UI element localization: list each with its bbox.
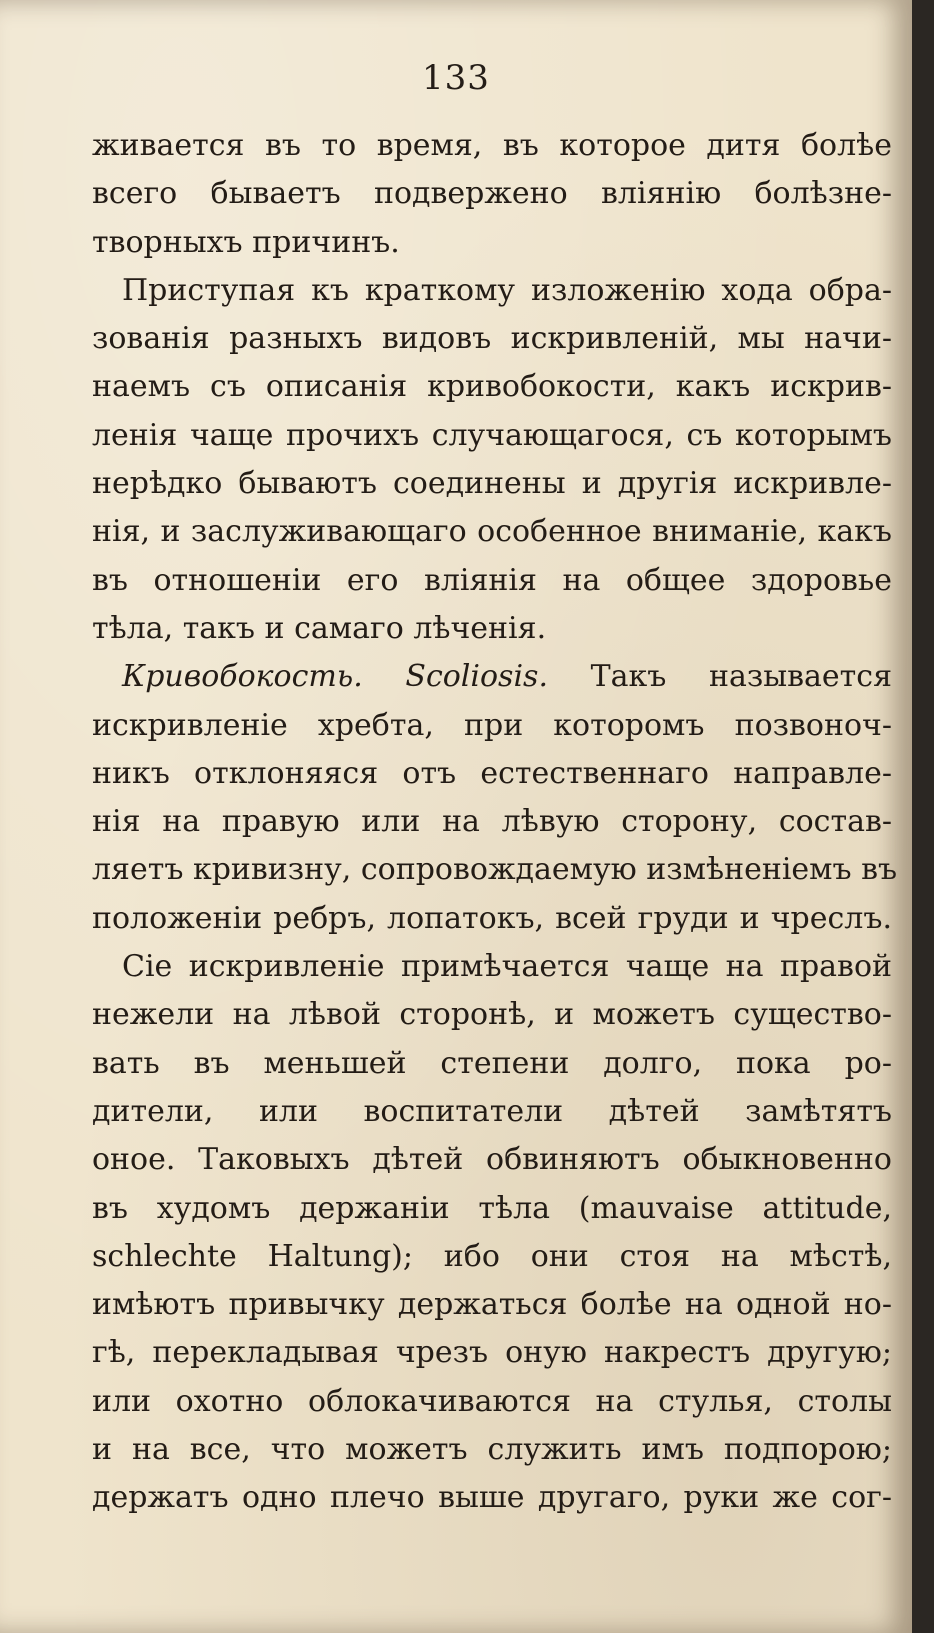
body-text xyxy=(92,122,898,1523)
italic-heading: Кривобокость. Scoliosis. xyxy=(122,659,548,695)
text-line: всего бываетъ подвержено влiянiю болѣзне- xyxy=(92,176,892,212)
text-line: въ отношенiи его влiянiя на общее здоровье xyxy=(92,562,892,598)
text-line: нiя на правую или на лѣвую сторону, состав- xyxy=(92,804,892,840)
text-line: никъ отклоняяся отъ естественнаго направле- xyxy=(92,755,892,791)
text-line: дители, или воспитатели дѣтей замѣтятъ xyxy=(92,1093,892,1129)
text-line: гѣ, перекладывая чрезъ оную накрестъ другую; xyxy=(92,1335,892,1371)
text-line: держатъ одно плечо выше другаго, руки же сог- xyxy=(92,1480,892,1516)
text-line: искривленiе хребта, при которомъ позвоноч- xyxy=(92,707,892,743)
page-number: 133 xyxy=(422,58,490,98)
text-line: ляетъ кривизну, сопровождаемую измѣненiемъ въ xyxy=(92,852,898,888)
text-line: или охотно облокачиваются на стулья, столы xyxy=(92,1383,892,1419)
text-line: Сiе искривленiе примѣчается чаще на правой xyxy=(122,949,892,985)
text-line: наемъ съ описанiя кривобокости, какъ искрив- xyxy=(92,369,892,405)
text-line: и на все, что можетъ служить имъ подпорою; xyxy=(92,1432,892,1468)
text-line-rest: Такъ называется xyxy=(547,659,893,695)
text-line: зованiя разныхъ видовъ искривленiй, мы начи- xyxy=(92,321,892,357)
text-line: живается въ то время, въ которое дитя болѣе xyxy=(92,128,892,163)
text-line: нежели на лѣвой сторонѣ, и можетъ существо- xyxy=(92,997,892,1033)
text-line: нiя, и заслуживающаго особенное вниманiе, какъ xyxy=(92,514,892,550)
text-line: тѣла, такъ и самаго лѣченiя. xyxy=(92,610,547,646)
text-line: положенiи ребръ, лопатокъ, всей груди и чреслъ. xyxy=(92,900,892,936)
text-line: творныхъ причинъ. xyxy=(92,224,400,260)
text-line: вать въ меньшей степени долго, пока ро- xyxy=(92,1045,892,1081)
text-line: Приступая къ краткому изложенiю хода обра- xyxy=(122,272,892,308)
text-line: въ худомъ держанiи тѣла (mauvaise attitude, xyxy=(92,1190,892,1226)
text-line: оное. Таковыхъ дѣтей обвиняютъ обыкновенно xyxy=(92,1142,892,1178)
text-line xyxy=(92,653,892,701)
text-line: имѣютъ привычку держаться болѣе на одной но- xyxy=(92,1287,892,1323)
text-line: нерѣдко бываютъ соединены и другiя искривле- xyxy=(92,466,892,502)
text-line: schlechte Haltung); ибо они стоя на мѣстѣ, xyxy=(92,1238,892,1274)
text-line: ленiя чаще прочихъ случающагося, съ которымъ xyxy=(92,417,892,453)
